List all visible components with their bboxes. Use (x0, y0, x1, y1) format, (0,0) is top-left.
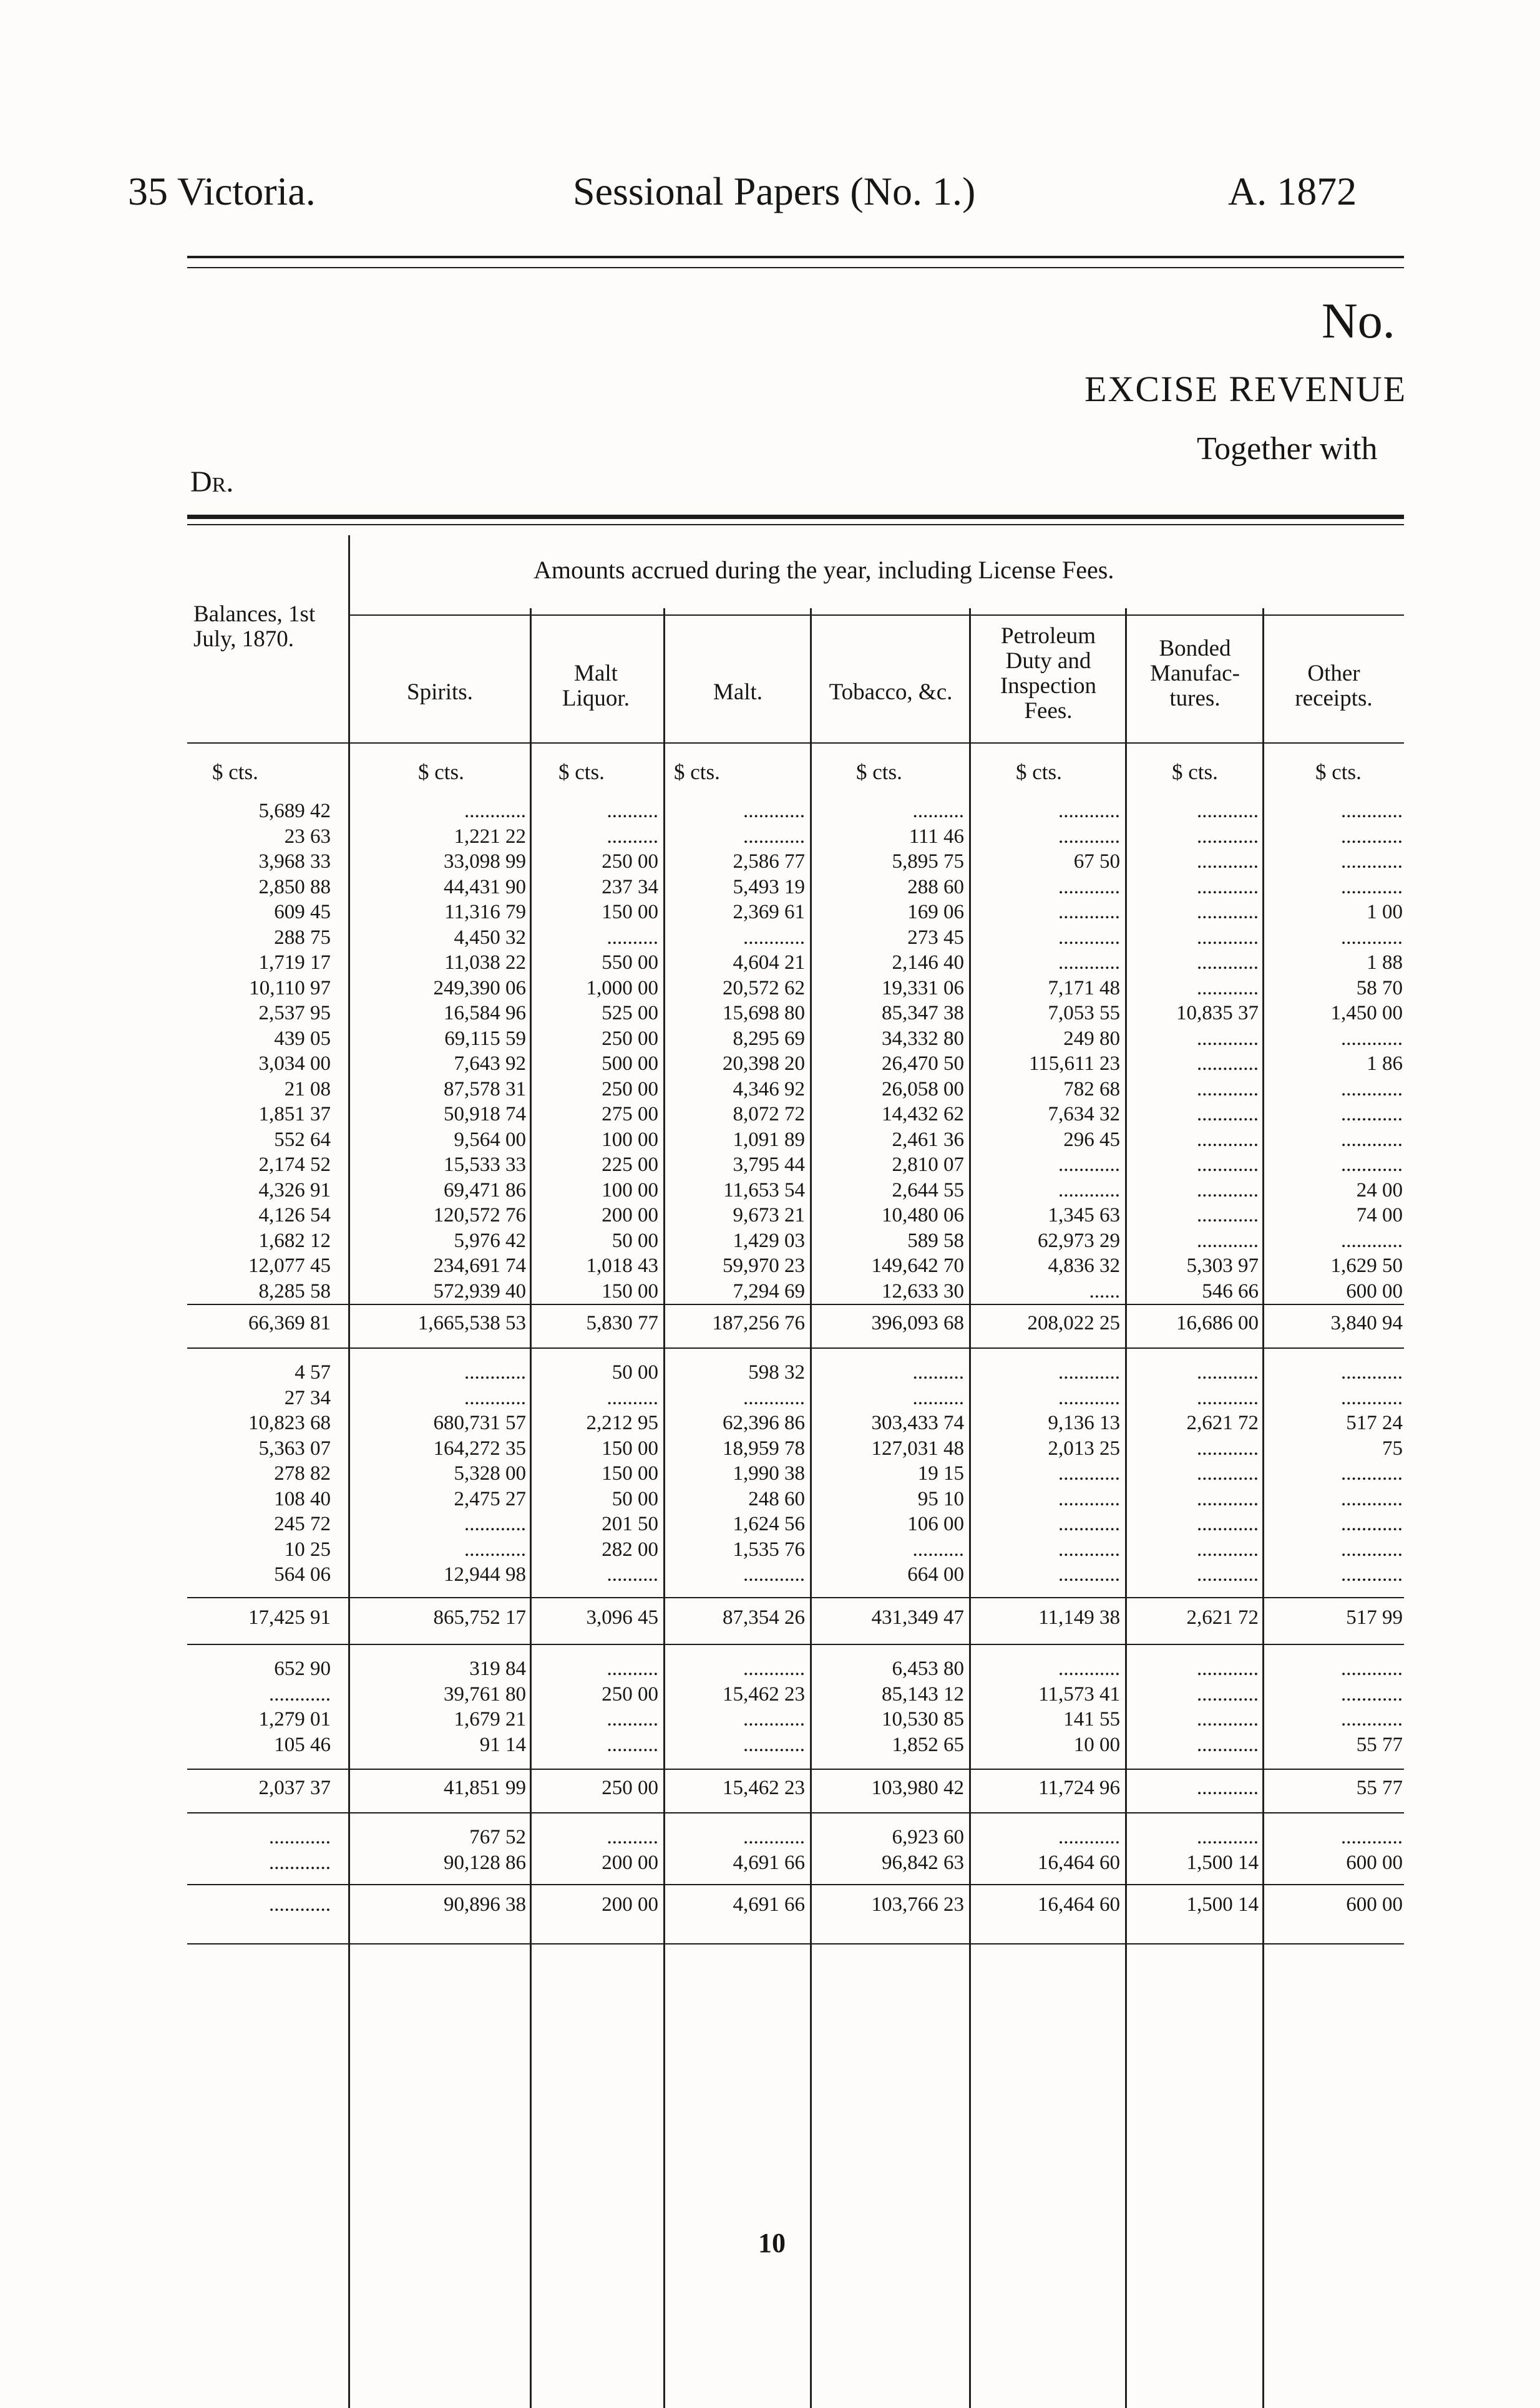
s1-petroleum: ............ ............ 67 50 ............ ............ ............ ............ 7,171 48 7,053 55 249 80 115,611 23 782 68 7,634 32 296 45 ............ ............ 1,345 63 62,973 29 4,836 32 ...... (1028, 800, 1120, 1303)
total1-malt-liquor: 5,830 77 (586, 1312, 658, 1334)
total1-petroleum: 208,022 25 (1027, 1312, 1120, 1334)
total3-other: 55 77 (1356, 1777, 1403, 1799)
table-top-rule-thin (187, 524, 1404, 525)
s1-other: ............ ............ ............ ............ 1 00 ............ 1 88 58 70 1,450 00 ............ 1 86 ............ ............ ............ ............ 24 00 74 00 ............ 1,629 50 600 00 (1330, 800, 1403, 1303)
s1-balances: 5,689 42 23 63 3,968 33 2,850 88 609 45 288 75 1,719 17 10,110 97 2,537 95 439 05 3,034 00 21 08 1,851 37 552 64 2,174 52 4,326 91 4,126 54 1,682 12 12,077 45 8,285 58 (248, 800, 331, 1303)
s2-other: ............ ............ 517 24 75 ............ ............ ............ ............ ............ (1341, 1361, 1403, 1586)
unit-tobacco: $ cts. (856, 760, 902, 784)
unit-malt: $ cts. (674, 760, 720, 784)
s2-balances: 4 57 27 34 10,823 68 5,363 07 278 82 108 40 245 72 10 25 564 06 (248, 1361, 331, 1586)
spanning-header-rule (349, 614, 1404, 616)
total4-balances: ............ (269, 1893, 331, 1916)
s2-malt: 598 32 ............ 62,396 86 18,959 78 1,990 38 248 60 1,624 56 1,535 76 ............ (723, 1361, 805, 1586)
s1-malt-liquor: .......... .......... 250 00 237 34 150 00 .......... 550 00 1,000 00 525 00 250 00 500 00 250 00 275 00 100 00 225 00 100 00 200 00 50 00 1,018 43 150 00 (586, 800, 658, 1303)
column-rule (663, 608, 665, 2408)
column-rule (969, 608, 971, 2408)
s3-malt: ............ 15,462 23 ............ ............ (723, 1658, 805, 1756)
total2-spirits: 865,752 17 (433, 1606, 526, 1629)
total1-spirits: 1,665,538 53 (417, 1312, 526, 1334)
total4-bonded: 1,500 14 (1186, 1893, 1259, 1916)
column-rule (1262, 608, 1264, 2408)
col-header-balances: Balances, 1st July, 1870. (193, 601, 316, 652)
unit-other: $ cts. (1315, 760, 1362, 784)
total2-bonded: 2,621 72 (1186, 1606, 1259, 1629)
s4-balances: ............ ............ (269, 1826, 331, 1874)
s4-petroleum: ............ 16,464 60 (1038, 1826, 1120, 1874)
s3-other: ............ ............ ............ 55 77 (1341, 1658, 1403, 1756)
total3-petroleum: 11,724 96 (1038, 1777, 1120, 1799)
column-rule (530, 608, 532, 2408)
total3-bottom-rule (187, 1812, 1404, 1813)
column-rule (1125, 608, 1127, 2408)
total2-petroleum: 11,149 38 (1038, 1606, 1120, 1629)
title-dr: Dr. (190, 465, 234, 498)
col-header-other: Other receipts. (1295, 661, 1373, 711)
header-center: Sessional Papers (No. 1.) (573, 169, 976, 213)
col-header-malt-liquor: Malt Liquor. (562, 661, 630, 711)
s3-tobacco: 6,453 80 85,143 12 10,530 85 1,852 65 (882, 1658, 964, 1756)
s3-balances: 652 90 ............ 1,279 01 105 46 (258, 1658, 331, 1756)
total1-other: 3,840 94 (1330, 1312, 1403, 1334)
total2-balances: 17,425 91 (248, 1606, 331, 1629)
column-header-rule (187, 742, 1404, 744)
total1-bonded: 16,686 00 (1176, 1312, 1259, 1334)
total4-malt: 4,691 66 (733, 1893, 805, 1916)
s1-tobacco: .......... 111 46 5,895 75 288 60 169 06 273 45 2,146 40 19,331 06 85,347 38 34,332 80 26,470 50 26,058 00 14,432 62 2,461 36 2,810 07 2,644 55 10,480 06 589 58 149,642 70 12,633 30 (871, 800, 964, 1303)
s2-bonded: ............ ............ 2,621 72 ............ ............ ............ ............ ............ ............ (1186, 1361, 1259, 1586)
s2-spirits: ............ ............ 680,731 57 164,272 35 5,328 00 2,475 27 ............ ............ 12,944 98 (433, 1361, 526, 1586)
total2-malt-liquor: 3,096 45 (586, 1606, 658, 1629)
total3-bonded: ............ (1197, 1777, 1259, 1799)
col-header-bonded: Bonded Manufac- tures. (1150, 636, 1240, 711)
total4-tobacco: 103,766 23 (871, 1893, 964, 1916)
total1-malt: 187,256 76 (712, 1312, 805, 1334)
total3-tobacco: 103,980 42 (871, 1777, 964, 1799)
header-left: 35 Victoria. (128, 169, 316, 213)
unit-bonded: $ cts. (1172, 760, 1218, 784)
column-rule (810, 608, 812, 2408)
col-header-petroleum: Petroleum Duty and Inspection Fees. (1000, 623, 1097, 724)
title-sub: Together with (1197, 431, 1378, 467)
total4-petroleum: 16,464 60 (1038, 1893, 1120, 1916)
total3-malt: 15,462 23 (723, 1777, 805, 1799)
total3-spirits: 41,851 99 (444, 1777, 526, 1799)
s4-bonded: ............ 1,500 14 (1186, 1826, 1259, 1874)
header-right: A. 1872 (1228, 169, 1357, 213)
col-header-tobacco: Tobacco, &c. (829, 679, 953, 705)
table-bottom-rule (187, 1943, 1404, 1944)
total2-malt: 87,354 26 (723, 1606, 805, 1629)
total1-balances: 66,369 81 (248, 1312, 331, 1334)
total4-other: 600 00 (1346, 1893, 1403, 1916)
s3-spirits: 319 84 39,761 80 1,679 21 91 14 (444, 1658, 526, 1756)
col-header-spirits: Spirits. (407, 679, 473, 705)
unit-balances: $ cts. (212, 760, 258, 784)
title-main: EXCISE REVENUE (1084, 369, 1407, 409)
total4-malt-liquor: 200 00 (602, 1893, 658, 1916)
unit-malt-liquor: $ cts. (558, 760, 605, 784)
s4-malt-liquor: .......... 200 00 (602, 1826, 658, 1874)
total2-other: 517 99 (1346, 1606, 1403, 1629)
s1-malt: ............ ............ 2,586 77 5,493 19 2,369 61 ............ 4,604 21 20,572 62 15,698 80 8,295 69 20,398 20 4,346 92 8,072 72 1,091 89 3,795 44 11,653 54 9,673 21 1,429 03 59,970 23 7,294 69 (723, 800, 805, 1303)
s4-spirits: 767 52 90,128 86 (444, 1826, 526, 1874)
s3-malt-liquor: .......... 250 00 .......... .......... (602, 1658, 658, 1756)
col-header-malt: Malt. (713, 679, 763, 705)
s2-tobacco: .......... .......... 303,433 74 127,031 48 19 15 95 10 106 00 .......... 664 00 (871, 1361, 964, 1586)
total1-rule (187, 1304, 1404, 1305)
header-rule (187, 256, 1404, 258)
column-rule (348, 535, 350, 2408)
total3-balances: 2,037 37 (258, 1777, 331, 1799)
title-no: No. (1322, 294, 1395, 349)
s4-other: ............ 600 00 (1341, 1826, 1403, 1874)
s4-tobacco: 6,923 60 96,842 63 (882, 1826, 964, 1874)
s3-bonded: ............ ............ ............ ............ (1197, 1658, 1259, 1756)
unit-petroleum: $ cts. (1016, 760, 1062, 784)
page-number: 10 (758, 2228, 786, 2258)
unit-spirits: $ cts. (418, 760, 464, 784)
total2-tobacco: 431,349 47 (871, 1606, 964, 1629)
total4-rule (187, 1884, 1404, 1885)
total1-tobacco: 396,093 68 (871, 1312, 964, 1334)
table-top-rule (187, 515, 1404, 519)
s1-bonded: ............ ............ ............ ............ ............ ............ ............ ............ 10,835 37 ............ ............ ............ ............ ............ ............ ............ ............ ............ 5,303 97 546 66 (1176, 800, 1259, 1303)
total2-rule (187, 1597, 1404, 1598)
spanning-header: Amounts accrued during the year, including License Fees. (534, 556, 1114, 584)
s2-malt-liquor: 50 00 .......... 2,212 95 150 00 150 00 50 00 201 50 282 00 .......... (586, 1361, 658, 1586)
s3-petroleum: ............ 11,573 41 141 55 10 00 (1038, 1658, 1120, 1756)
total4-spirits: 90,896 38 (444, 1893, 526, 1916)
s1-spirits: ............ 1,221 22 33,098 99 44,431 90 11,316 79 4,450 32 11,038 22 249,390 06 16,584 96 69,115 59 7,643 92 87,578 31 50,918 74 9,564 00 15,533 33 69,471 86 120,572 76 5,976 42 234,691 74 572,939 40 (433, 800, 526, 1303)
s4-malt: ............ 4,691 66 (733, 1826, 805, 1874)
header-rule-thin (187, 267, 1404, 268)
total2-bottom-rule (187, 1644, 1404, 1645)
total1-bottom-rule (187, 1347, 1404, 1349)
total3-rule (187, 1769, 1404, 1770)
total3-malt-liquor: 250 00 (602, 1777, 658, 1799)
s2-petroleum: ............ ............ 9,136 13 2,013 25 ............ ............ ............ ............ ............ (1048, 1361, 1120, 1586)
